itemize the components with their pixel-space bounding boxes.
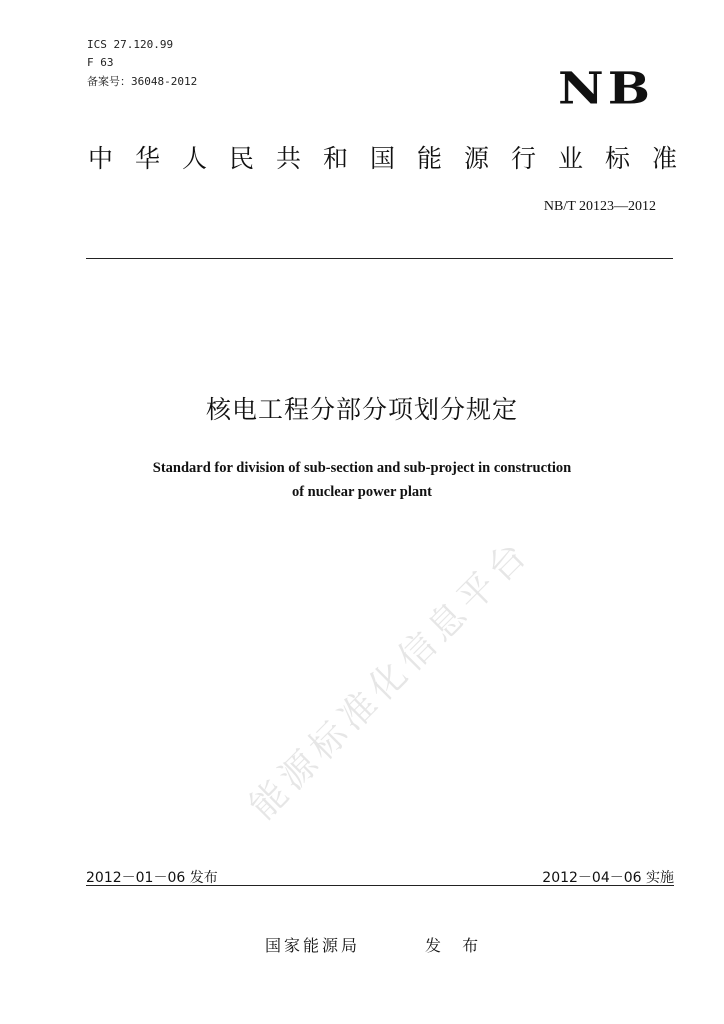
nb-logo: NB [558, 62, 654, 114]
issue-date: 2012－01－06 发布 [86, 870, 218, 886]
issuing-authority: 国家能源局 [265, 936, 361, 955]
title-en-line-1: Standard for division of sub-section and sub-project in construction [152, 460, 572, 476]
title-en-line-2: of nuclear power plant [291, 484, 433, 500]
record-number: 备案号：36048-2012 [87, 75, 198, 88]
bottom-divider [86, 885, 674, 886]
top-divider [86, 258, 673, 259]
standard-code: NB/T 20123—2012 [543, 199, 656, 214]
ics-code: ICS 27.120.99 [87, 38, 174, 51]
document-title-cn: 核电工程分部分项划分规定 [205, 395, 518, 424]
issue-label: 发 布 [425, 936, 487, 955]
implementation-date: 2012－04－06 实施 [542, 870, 674, 886]
classification-code: F 63 [87, 56, 114, 69]
watermark: 能源标准化信息平台 [242, 531, 539, 828]
standard-type-heading: 中华人民共和国能源行业标准 [88, 144, 700, 173]
